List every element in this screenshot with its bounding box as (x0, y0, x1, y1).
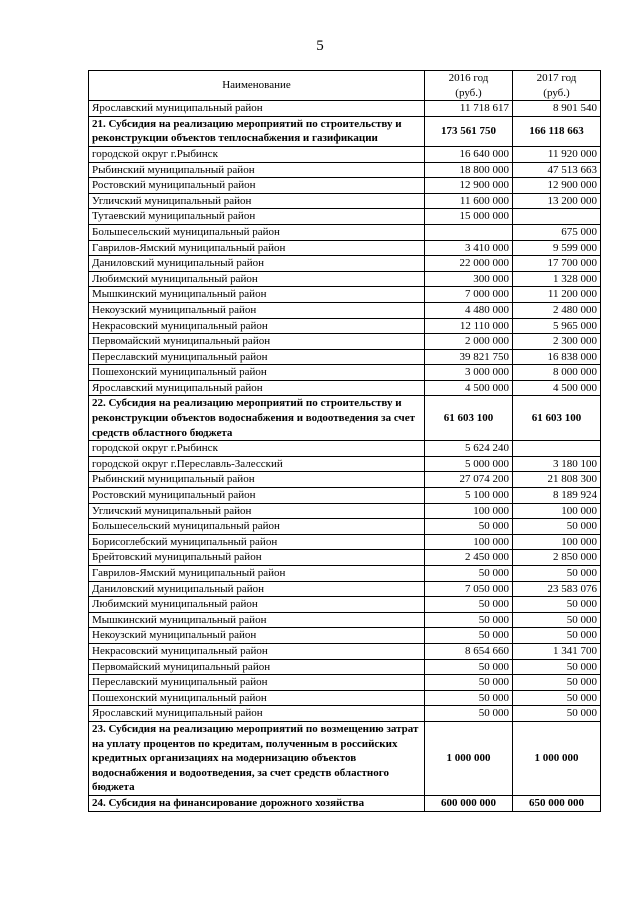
table-row (89, 162, 601, 178)
row-value-2016: 50 000 (425, 706, 513, 722)
row-value-2016: 50 000 (425, 690, 513, 706)
table-row (89, 706, 601, 722)
row-name: Угличский муниципальный район (89, 193, 425, 209)
row-value-2016: 50 000 (425, 659, 513, 675)
table-row (89, 318, 601, 334)
table-row (89, 380, 601, 396)
row-value-2017: 21 808 300 (513, 472, 601, 488)
row-name: 21. Субсидия на реализацию мероприятий по строительству и реконструкции объектов теплоснабжения и газификации (89, 116, 425, 146)
section-row (89, 795, 601, 811)
row-value-2016: 5 000 000 (425, 456, 513, 472)
row-name: Некоузский муниципальный район (89, 628, 425, 644)
row-value-2017: 50 000 (513, 659, 601, 675)
row-value-2017: 50 000 (513, 566, 601, 582)
row-value-2016: 50 000 (425, 675, 513, 691)
column-header-name: Наименование (89, 71, 425, 101)
row-name: Брейтовский муниципальный район (89, 550, 425, 566)
table-row (89, 193, 601, 209)
row-value-2016: 3 410 000 (425, 240, 513, 256)
row-value-2017: 9 599 000 (513, 240, 601, 256)
row-name: 23. Субсидия на реализацию мероприятий по возмещению затрат на уплату процентов по кредитам, полученным в российских кредитных организациях на модернизацию объектов водоснабжения и водоотведения, за счет средств областного бюджета (89, 721, 425, 795)
row-value-2017: 13 200 000 (513, 193, 601, 209)
row-value-2016: 100 000 (425, 534, 513, 550)
row-value-2016: 50 000 (425, 628, 513, 644)
page-number: 5 (316, 38, 324, 54)
row-value-2017: 17 700 000 (513, 256, 601, 272)
row-value-2016 (425, 224, 513, 240)
table-row (89, 365, 601, 381)
row-value-2016: 11 600 000 (425, 193, 513, 209)
table-row (89, 597, 601, 613)
row-value-2017: 12 900 000 (513, 178, 601, 194)
row-name: Пошехонский муниципальный район (89, 365, 425, 381)
row-value-2017: 1 328 000 (513, 271, 601, 287)
row-name: Рыбинский муниципальный район (89, 472, 425, 488)
row-value-2016: 39 821 750 (425, 349, 513, 365)
row-value-2016: 1 000 000 (425, 721, 513, 795)
row-value-2017: 2 300 000 (513, 334, 601, 350)
table-row (89, 566, 601, 582)
row-value-2016: 16 640 000 (425, 146, 513, 162)
table-row (89, 240, 601, 256)
row-value-2017: 16 838 000 (513, 349, 601, 365)
table-row (89, 441, 601, 457)
row-value-2017: 50 000 (513, 519, 601, 535)
table-row (89, 349, 601, 365)
section-row (89, 116, 601, 146)
row-value-2016: 50 000 (425, 597, 513, 613)
row-value-2017: 50 000 (513, 706, 601, 722)
table-row (89, 519, 601, 535)
column-header-2017: 2017 год (руб.) (513, 71, 601, 101)
row-value-2017: 100 000 (513, 503, 601, 519)
section-row (89, 396, 601, 441)
row-value-2016: 15 000 000 (425, 209, 513, 225)
table-row (89, 224, 601, 240)
row-value-2016: 7 050 000 (425, 581, 513, 597)
row-value-2016: 100 000 (425, 503, 513, 519)
row-name: Переславский муниципальный район (89, 675, 425, 691)
row-value-2017: 5 965 000 (513, 318, 601, 334)
row-value-2016: 5 100 000 (425, 488, 513, 504)
table-row (89, 178, 601, 194)
row-value-2016: 50 000 (425, 566, 513, 582)
row-value-2016: 18 800 000 (425, 162, 513, 178)
row-value-2017: 8 189 924 (513, 488, 601, 504)
row-value-2016: 12 110 000 (425, 318, 513, 334)
row-name: Ярославский муниципальный район (89, 380, 425, 396)
row-name: Мышкинский муниципальный район (89, 612, 425, 628)
row-name: Некрасовский муниципальный район (89, 643, 425, 659)
row-name: Угличский муниципальный район (89, 503, 425, 519)
row-value-2017: 11 920 000 (513, 146, 601, 162)
row-value-2017: 11 200 000 (513, 287, 601, 303)
table-row (89, 488, 601, 504)
row-value-2016: 50 000 (425, 519, 513, 535)
row-value-2017: 47 513 663 (513, 162, 601, 178)
table-row (89, 503, 601, 519)
row-name: Борисоглебский муниципальный район (89, 534, 425, 550)
row-name: Большесельский муниципальный район (89, 224, 425, 240)
row-name: Переславский муниципальный район (89, 349, 425, 365)
row-name: городской округ г.Рыбинск (89, 441, 425, 457)
table-row (89, 659, 601, 675)
table-header-row (89, 71, 601, 101)
row-value-2017: 4 500 000 (513, 380, 601, 396)
row-value-2016: 5 624 240 (425, 441, 513, 457)
row-name: Некрасовский муниципальный район (89, 318, 425, 334)
row-name: Первомайский муниципальный район (89, 659, 425, 675)
row-value-2017: 8 000 000 (513, 365, 601, 381)
row-value-2017: 166 118 663 (513, 116, 601, 146)
table-row (89, 101, 601, 117)
row-name: Гаврилов-Ямский муниципальный район (89, 566, 425, 582)
row-value-2017: 2 480 000 (513, 302, 601, 318)
row-value-2017: 50 000 (513, 628, 601, 644)
table-row (89, 302, 601, 318)
row-name: Даниловский муниципальный район (89, 256, 425, 272)
section-row (89, 721, 601, 795)
row-value-2016: 300 000 (425, 271, 513, 287)
row-name: 24. Субсидия на финансирование дорожного хозяйства (89, 795, 425, 811)
row-value-2017: 1 000 000 (513, 721, 601, 795)
row-name: Ярославский муниципальный район (89, 706, 425, 722)
row-value-2017: 650 000 000 (513, 795, 601, 811)
row-name: Даниловский муниципальный район (89, 581, 425, 597)
row-value-2016: 7 000 000 (425, 287, 513, 303)
row-name: Ростовский муниципальный район (89, 178, 425, 194)
table-row (89, 334, 601, 350)
row-value-2017 (513, 441, 601, 457)
row-name: городской округ г.Рыбинск (89, 146, 425, 162)
row-name: Рыбинский муниципальный район (89, 162, 425, 178)
row-value-2016: 11 718 617 (425, 101, 513, 117)
row-value-2017: 2 850 000 (513, 550, 601, 566)
row-value-2016: 12 900 000 (425, 178, 513, 194)
table-row (89, 256, 601, 272)
row-value-2017: 50 000 (513, 675, 601, 691)
row-name: Любимский муниципальный район (89, 597, 425, 613)
table-row (89, 146, 601, 162)
row-value-2016: 4 500 000 (425, 380, 513, 396)
row-value-2017: 3 180 100 (513, 456, 601, 472)
row-value-2017: 23 583 076 (513, 581, 601, 597)
column-header-2016: 2016 год (руб.) (425, 71, 513, 101)
row-value-2017: 1 341 700 (513, 643, 601, 659)
row-name: Некоузский муниципальный район (89, 302, 425, 318)
row-value-2016: 50 000 (425, 612, 513, 628)
row-value-2017: 50 000 (513, 597, 601, 613)
row-value-2017 (513, 209, 601, 225)
table-row (89, 287, 601, 303)
table-row (89, 550, 601, 566)
table-row (89, 612, 601, 628)
table-row (89, 690, 601, 706)
row-name: Любимский муниципальный район (89, 271, 425, 287)
row-name: Пошехонский муниципальный район (89, 690, 425, 706)
row-name: Гаврилов-Ямский муниципальный район (89, 240, 425, 256)
table-row (89, 675, 601, 691)
row-value-2017: 50 000 (513, 690, 601, 706)
table-row (89, 456, 601, 472)
row-value-2017: 8 901 540 (513, 101, 601, 117)
row-value-2016: 2 000 000 (425, 334, 513, 350)
row-value-2017: 100 000 (513, 534, 601, 550)
row-value-2017: 675 000 (513, 224, 601, 240)
table-row (89, 643, 601, 659)
row-name: Тутаевский муниципальный район (89, 209, 425, 225)
row-value-2017: 61 603 100 (513, 396, 601, 441)
table-row (89, 209, 601, 225)
row-name: Первомайский муниципальный район (89, 334, 425, 350)
table-body (89, 101, 601, 811)
row-value-2016: 4 480 000 (425, 302, 513, 318)
row-name: Ярославский муниципальный район (89, 101, 425, 117)
table-row (89, 581, 601, 597)
row-value-2016: 27 074 200 (425, 472, 513, 488)
row-value-2017: 50 000 (513, 612, 601, 628)
row-value-2016: 8 654 660 (425, 643, 513, 659)
row-name: Мышкинский муниципальный район (89, 287, 425, 303)
subsidy-table (88, 70, 601, 812)
row-value-2016: 22 000 000 (425, 256, 513, 272)
row-value-2016: 61 603 100 (425, 396, 513, 441)
table-row (89, 534, 601, 550)
row-value-2016: 173 561 750 (425, 116, 513, 146)
table-row (89, 628, 601, 644)
table-row (89, 472, 601, 488)
row-name: Ростовский муниципальный район (89, 488, 425, 504)
row-name: 22. Субсидия на реализацию мероприятий по строительству и реконструкции объектов водоснабжения и водоотведения за счет средств областного бюджета (89, 396, 425, 441)
row-value-2016: 600 000 000 (425, 795, 513, 811)
row-name: Большесельский муниципальный район (89, 519, 425, 535)
row-value-2016: 3 000 000 (425, 365, 513, 381)
row-value-2016: 2 450 000 (425, 550, 513, 566)
row-name: городской округ г.Переславль-Залесский (89, 456, 425, 472)
table-row (89, 271, 601, 287)
